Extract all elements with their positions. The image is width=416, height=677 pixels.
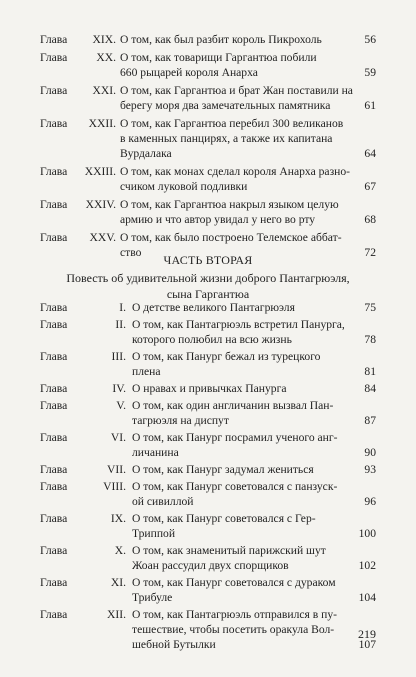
chapter-page-number: 68 — [364, 213, 376, 226]
chapter-label: Глава — [40, 382, 68, 395]
chapter-title-line: личанина — [132, 446, 179, 459]
chapter-title — [132, 300, 295, 315]
chapter-title — [132, 462, 314, 477]
chapter-label: Глава — [40, 51, 68, 64]
chapter-title-line: О том, как был разбит король Пикрохоль — [120, 33, 322, 46]
toc-entry — [40, 164, 376, 194]
toc-entry — [40, 479, 376, 509]
chapter-label: Глава — [40, 198, 68, 211]
toc-entry — [40, 511, 376, 541]
chapter-label: Глава — [40, 33, 68, 46]
chapter-title-line: О том, как Панург посрамил ученого анг- — [132, 431, 338, 444]
chapter-number: XXV. — [89, 231, 116, 244]
chapter-page-number: 107 — [358, 638, 376, 651]
chapter-page-number: 75 — [364, 301, 376, 314]
chapter-title-line: О нравах и привычках Панурга — [132, 382, 287, 395]
chapter-number: V. — [116, 399, 126, 412]
toc-entry — [40, 398, 376, 428]
chapter-title-line: 660 рыцарей короля Анарха — [120, 66, 258, 79]
chapter-title-line: шебной Бутылки — [132, 638, 216, 651]
chapter-number: XI. — [110, 576, 126, 589]
chapter-title — [132, 349, 320, 379]
chapter-page-number: 84 — [364, 382, 376, 395]
chapter-title-line: О том, как Гаргантюа и брат Жан поставили на — [120, 84, 353, 97]
chapter-title-line: О том, как было построено Телемское аббат- — [120, 231, 342, 244]
toc-entry — [40, 381, 376, 396]
chapter-title — [132, 381, 287, 396]
chapter-title-line: берегу моря два замечательных памятника — [120, 99, 331, 112]
chapter-label: Глава — [40, 463, 68, 476]
part-two-title: ЧАСТЬ ВТОРАЯ — [163, 253, 253, 267]
chapter-page-number: 104 — [358, 591, 376, 604]
chapter-number: IX. — [110, 512, 126, 525]
chapter-title-line: О том, как Панург советовался с Гер- — [132, 512, 316, 525]
chapter-title-line: О том, как Панург бежал из турецкого — [132, 350, 321, 363]
chapter-page-number: 67 — [364, 180, 376, 193]
chapter-number: XXIII. — [84, 165, 116, 178]
chapter-title-line: ой сивиллой — [132, 495, 194, 508]
chapter-number: III. — [111, 350, 126, 363]
chapter-label: Глава — [40, 544, 68, 557]
toc-entry — [40, 607, 376, 652]
chapter-label: Глава — [40, 512, 68, 525]
chapter-title — [120, 116, 343, 161]
chapter-label: Глава — [40, 117, 68, 130]
toc-entry — [40, 32, 376, 47]
toc-entry — [40, 317, 376, 347]
chapter-title-line: в каменных панцирях, а также их капитана — [120, 132, 333, 145]
chapter-title — [132, 317, 345, 347]
chapter-title-line: Трибуле — [132, 591, 173, 604]
toc-entry — [40, 50, 376, 80]
toc-entry — [40, 197, 376, 227]
chapter-title-line: которого полюбил на всю жизнь — [132, 333, 292, 346]
chapter-label: Глава — [40, 318, 68, 331]
chapter-title-line: тагрюэля на диспут — [132, 414, 229, 427]
chapter-label: Глава — [40, 350, 68, 363]
chapter-title — [132, 398, 333, 428]
chapter-label: Глава — [40, 301, 68, 314]
chapter-title-line: О том, как монах сделал короля Анарха разно- — [120, 165, 351, 178]
chapter-title-line: О том, как Пантагрюэль отправился в пу- — [132, 608, 337, 621]
chapter-title-line: счиком луковой подливки — [120, 180, 248, 193]
chapter-label: Глава — [40, 576, 68, 589]
chapter-page-number: 100 — [358, 527, 376, 540]
chapter-title-line: О том, как Гаргантюа перебил 300 великанов — [120, 117, 344, 130]
chapter-title — [120, 83, 353, 113]
chapter-number: XII. — [107, 608, 126, 621]
part-two-subtitle-line-2: сына Гаргантюа — [166, 287, 250, 301]
chapter-title-line: ство — [120, 246, 142, 259]
chapter-title — [132, 479, 337, 509]
toc-entry — [40, 462, 376, 477]
chapter-number: IV. — [112, 382, 126, 395]
chapter-title — [132, 575, 336, 605]
chapter-number: XX. — [96, 51, 116, 64]
chapter-page-number: 81 — [364, 365, 376, 378]
chapter-number: X. — [114, 544, 126, 557]
chapter-label: Глава — [40, 431, 68, 444]
chapter-page-number: 59 — [364, 66, 376, 79]
part-two-subtitle-line-1: Повесть об удивительной жизни доброго Пантагрюэля, — [66, 271, 350, 285]
chapter-title-line: О том, как знаменитый парижский шут — [132, 544, 326, 557]
chapter-title — [120, 164, 350, 194]
chapter-number: II. — [115, 318, 126, 331]
chapter-title-line: О том, как Гаргантюа накрыл языком целую — [120, 198, 339, 211]
chapter-title-line: тешествие, чтобы посетить оракула Вол- — [132, 623, 335, 636]
toc-entry — [40, 83, 376, 113]
chapter-number: XXIV. — [85, 198, 116, 211]
chapter-label: Глава — [40, 84, 68, 97]
chapter-title-line: О том, как один англичанин вызвал Пан- — [132, 399, 334, 412]
chapter-title-line: Триппой — [132, 527, 176, 540]
chapter-page-number: 78 — [364, 333, 376, 346]
chapter-label: Глава — [40, 480, 68, 493]
chapter-title-line: армию и что автор увидал у него во рту — [120, 213, 316, 226]
chapter-title-line: О том, как Панург советовался с панзуск- — [132, 480, 338, 493]
chapter-page-number: 56 — [364, 33, 376, 46]
chapter-title-line: плена — [132, 365, 161, 378]
page-number: 219 — [358, 627, 376, 641]
chapter-page-number: 72 — [364, 246, 376, 259]
chapter-label: Глава — [40, 165, 68, 178]
chapter-number: I. — [119, 301, 126, 314]
chapter-number: VI. — [110, 431, 126, 444]
chapter-title — [120, 197, 339, 227]
chapter-title-line: О том, как товарищи Гаргантюа побили — [120, 51, 317, 64]
chapter-label: Глава — [40, 231, 68, 244]
toc-entry — [40, 430, 376, 460]
chapter-page-number: 90 — [364, 446, 376, 459]
chapter-title-line: Вурдалака — [120, 147, 172, 160]
chapter-title — [120, 32, 322, 47]
chapter-number: XIX. — [92, 33, 116, 46]
toc-entry — [40, 349, 376, 379]
toc-entry — [40, 575, 376, 605]
chapter-page-number: 87 — [364, 414, 376, 427]
chapter-page-number: 102 — [358, 559, 376, 572]
chapter-title-line: О том, как Панург советовался с дураком — [132, 576, 336, 589]
chapter-label: Глава — [40, 399, 68, 412]
chapter-title — [132, 430, 338, 460]
chapter-title — [120, 50, 317, 80]
chapter-page-number: 61 — [364, 99, 376, 112]
chapter-title — [132, 543, 326, 573]
chapter-title — [132, 511, 316, 541]
chapter-page-number: 96 — [364, 495, 376, 508]
chapter-page-number: 64 — [364, 147, 376, 160]
chapter-number: VIII. — [103, 480, 126, 493]
chapter-title-line: Жоан рассудил двух спорщиков — [132, 559, 289, 572]
chapter-number: VII. — [107, 463, 126, 476]
chapter-title-line: О том, как Пантагрюэль встретил Панурга, — [132, 318, 345, 331]
toc-entry — [40, 300, 376, 315]
chapter-title-line: О том, как Панург задумал жениться — [132, 463, 314, 476]
chapter-title — [132, 607, 337, 652]
toc-entry — [40, 116, 376, 161]
chapter-label: Глава — [40, 608, 68, 621]
chapter-number: XXI. — [92, 84, 116, 97]
toc-entry — [40, 543, 376, 573]
chapter-title-line: О детстве великого Пантагрюэля — [132, 301, 295, 314]
chapter-number: XXII. — [88, 117, 116, 130]
chapter-page-number: 93 — [364, 463, 376, 476]
